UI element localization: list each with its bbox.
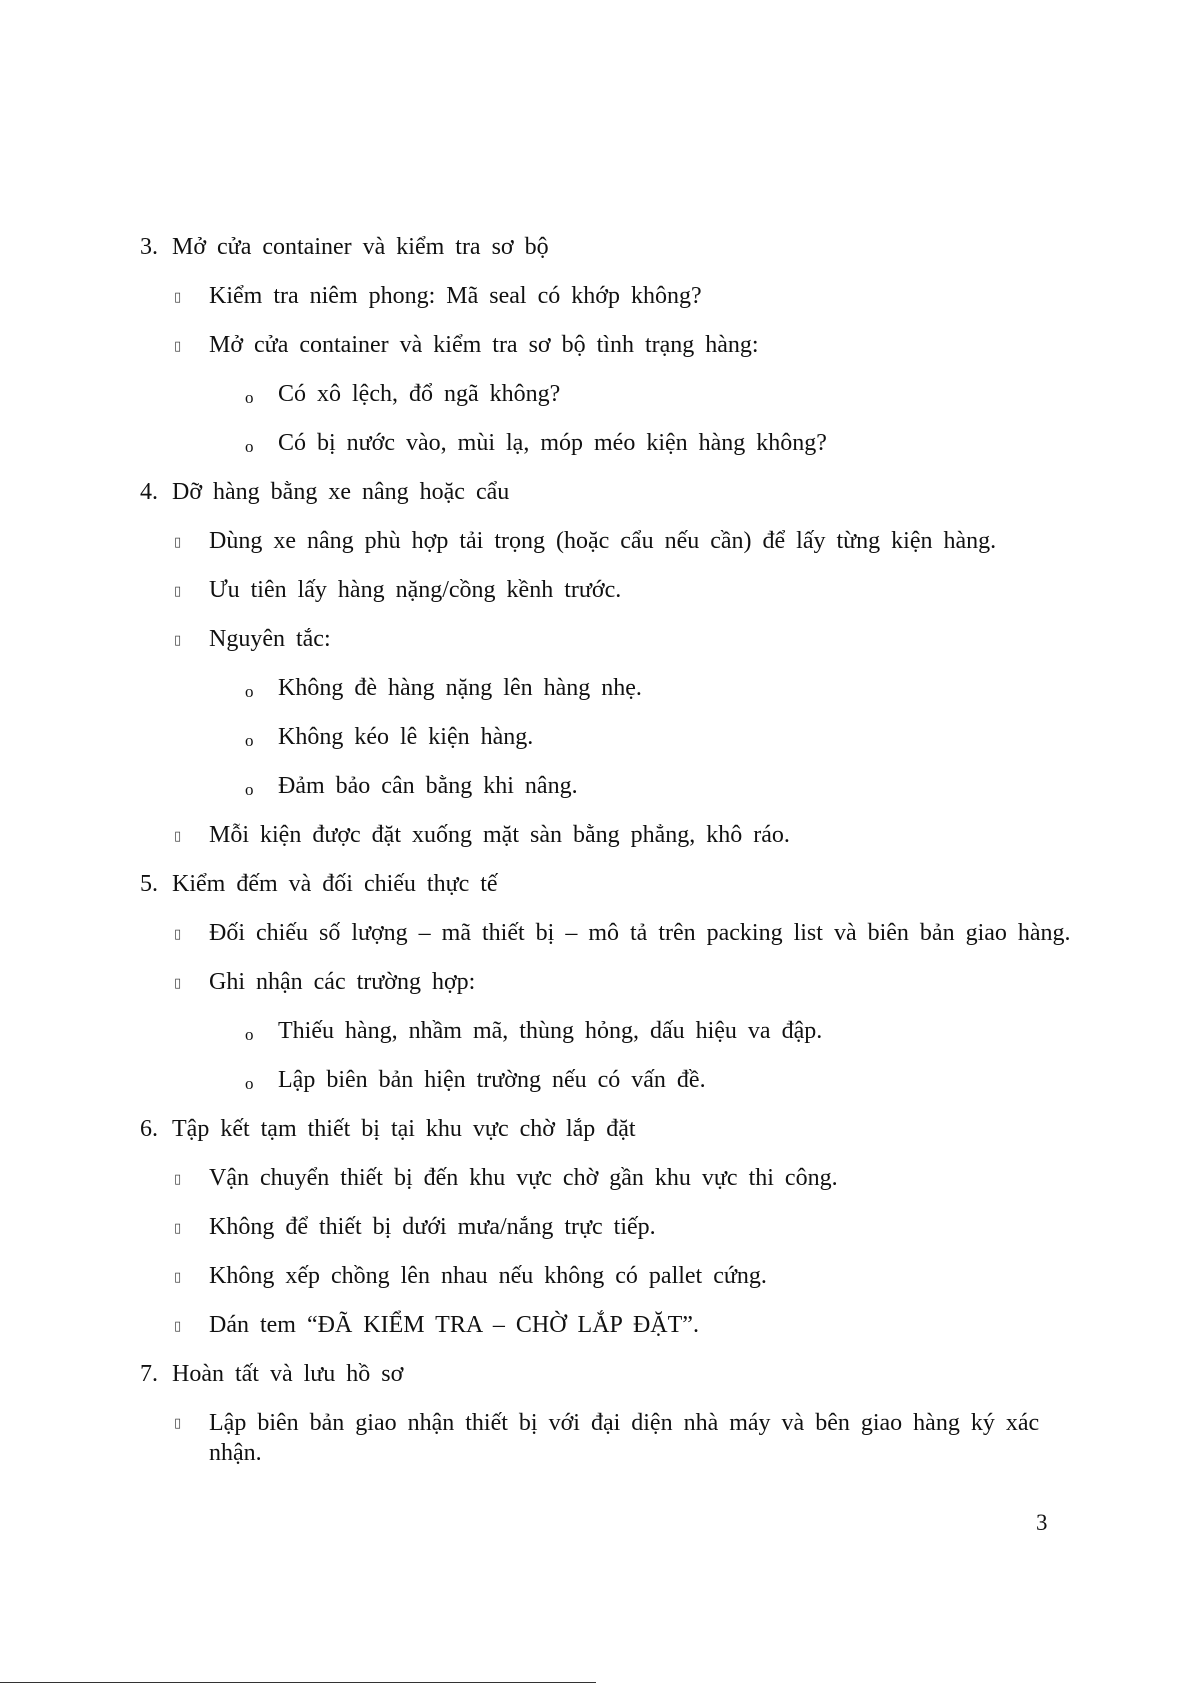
section-title: Tập kết tạm thiết bị tại khu vực chờ lắp đặt: [172, 1116, 636, 1142]
sub-list-item: [0, 713, 1191, 762]
sub-list-item-text: Không kéo lê kiện hàng.: [278, 724, 534, 750]
circle-bullet-icon: o: [245, 682, 254, 701]
bullet-icon: ▯: [174, 1172, 182, 1187]
circle-bullet-icon: o: [245, 388, 254, 407]
section-heading: [0, 468, 1191, 517]
bullet-icon: ▯: [174, 535, 182, 550]
list-item-text: Không để thiết bị dưới mưa/nắng trực tiếp.: [209, 1214, 656, 1240]
sub-list-item-text: Có bị nước vào, mùi lạ, móp méo kiện hàng không?: [278, 430, 827, 456]
list-item-text: Kiểm tra niêm phong: Mã seal có khớp không?: [209, 283, 702, 309]
sub-list-item-text: Đảm bảo cân bằng khi nâng.: [278, 773, 578, 799]
list-item-text: Dùng xe nâng phù hợp tải trọng (hoặc cẩu nếu cần) để lấy từng kiện hàng.: [209, 528, 997, 554]
list-item: [0, 1252, 1191, 1301]
bullet-icon: ▯: [174, 339, 182, 354]
section-heading: [0, 860, 1191, 909]
bullet-icon: ▯: [174, 584, 182, 599]
section-title: Kiểm đếm và đối chiếu thực tế: [172, 871, 498, 897]
list-item: [0, 517, 1191, 566]
sub-list-item-text: Thiếu hàng, nhầm mã, thùng hỏng, dấu hiệu va đập.: [278, 1018, 823, 1044]
bullet-icon: ▯: [174, 829, 182, 844]
section-number: 4.: [140, 479, 158, 505]
circle-bullet-icon: o: [245, 437, 254, 456]
list-item-text: Đối chiếu số lượng – mã thiết bị – mô tả trên packing list và biên bản giao hàng.: [209, 920, 1071, 946]
sub-list-item: [0, 419, 1191, 468]
list-item-text: Ghi nhận các trường hợp:: [209, 969, 476, 995]
list-item: [0, 811, 1191, 860]
bullet-icon: ▯: [174, 1270, 182, 1285]
sub-list-item: [0, 664, 1191, 713]
list-item: [0, 909, 1191, 958]
list-item-text-continued: nhận.: [209, 1440, 262, 1466]
list-item: [0, 958, 1191, 1007]
sub-list-item: [0, 762, 1191, 811]
sub-list-item: [0, 1056, 1191, 1105]
list-item-text: Dán tem “ĐÃ KIỂM TRA – CHỜ LẮP ĐẶT”.: [209, 1312, 699, 1338]
list-item-continuation: [0, 1438, 1191, 1468]
sub-list-item-text: Có xô lệch, đổ ngã không?: [278, 381, 561, 407]
bullet-icon: ▯: [174, 1221, 182, 1236]
list-item: [0, 566, 1191, 615]
sub-list-item-text: Lập biên bản hiện trường nếu có vấn đề.: [278, 1067, 706, 1093]
bullet-icon: ▯: [174, 976, 182, 991]
bullet-icon: ▯: [174, 927, 182, 942]
list-item: [0, 1301, 1191, 1350]
bullet-icon: ▯: [174, 1319, 182, 1334]
section-title: Hoàn tất và lưu hồ sơ: [172, 1361, 404, 1387]
list-item-text: Mỗi kiện được đặt xuống mặt sàn bằng phẳng, khô ráo.: [209, 822, 790, 848]
list-item-text: Lập biên bản giao nhận thiết bị với đại diện nhà máy và bên giao hàng ký xác: [209, 1410, 1040, 1436]
sub-list-item: [0, 370, 1191, 419]
list-item: [0, 272, 1191, 321]
list-item: [0, 615, 1191, 664]
footer-divider: [0, 1682, 596, 1683]
document-body: [0, 223, 1191, 1468]
list-item: [0, 1154, 1191, 1203]
circle-bullet-icon: o: [245, 731, 254, 750]
section-title: Dỡ hàng bằng xe nâng hoặc cẩu: [172, 479, 510, 505]
section-heading: [0, 1105, 1191, 1154]
section-heading: [0, 1350, 1191, 1399]
list-item-text: Vận chuyển thiết bị đến khu vực chờ gần khu vực thi công.: [209, 1165, 838, 1191]
section-title: Mở cửa container và kiểm tra sơ bộ: [172, 234, 549, 260]
section-number: 6.: [140, 1116, 158, 1142]
list-item: [0, 1408, 1191, 1438]
bullet-icon: ▯: [174, 290, 182, 305]
section-number: 7.: [140, 1361, 158, 1387]
list-item: [0, 321, 1191, 370]
section-heading: [0, 223, 1191, 272]
section-number: 5.: [140, 871, 158, 897]
circle-bullet-icon: o: [245, 1074, 254, 1093]
bullet-icon: ▯: [174, 633, 182, 648]
list-item-text: Mở cửa container và kiểm tra sơ bộ tình trạng hàng:: [209, 332, 759, 358]
bullet-icon: ▯: [174, 1416, 182, 1431]
list-item: [0, 1203, 1191, 1252]
list-item-text: Không xếp chồng lên nhau nếu không có pallet cứng.: [209, 1263, 767, 1289]
sub-list-item-text: Không đè hàng nặng lên hàng nhẹ.: [278, 675, 642, 701]
sub-list-item: [0, 1007, 1191, 1056]
circle-bullet-icon: o: [245, 780, 254, 799]
list-item-text: Ưu tiên lấy hàng nặng/cồng kềnh trước.: [209, 577, 622, 603]
circle-bullet-icon: o: [245, 1025, 254, 1044]
page-number: 3: [1036, 1510, 1048, 1535]
section-number: 3.: [140, 234, 158, 260]
list-item-text: Nguyên tắc:: [209, 626, 331, 652]
